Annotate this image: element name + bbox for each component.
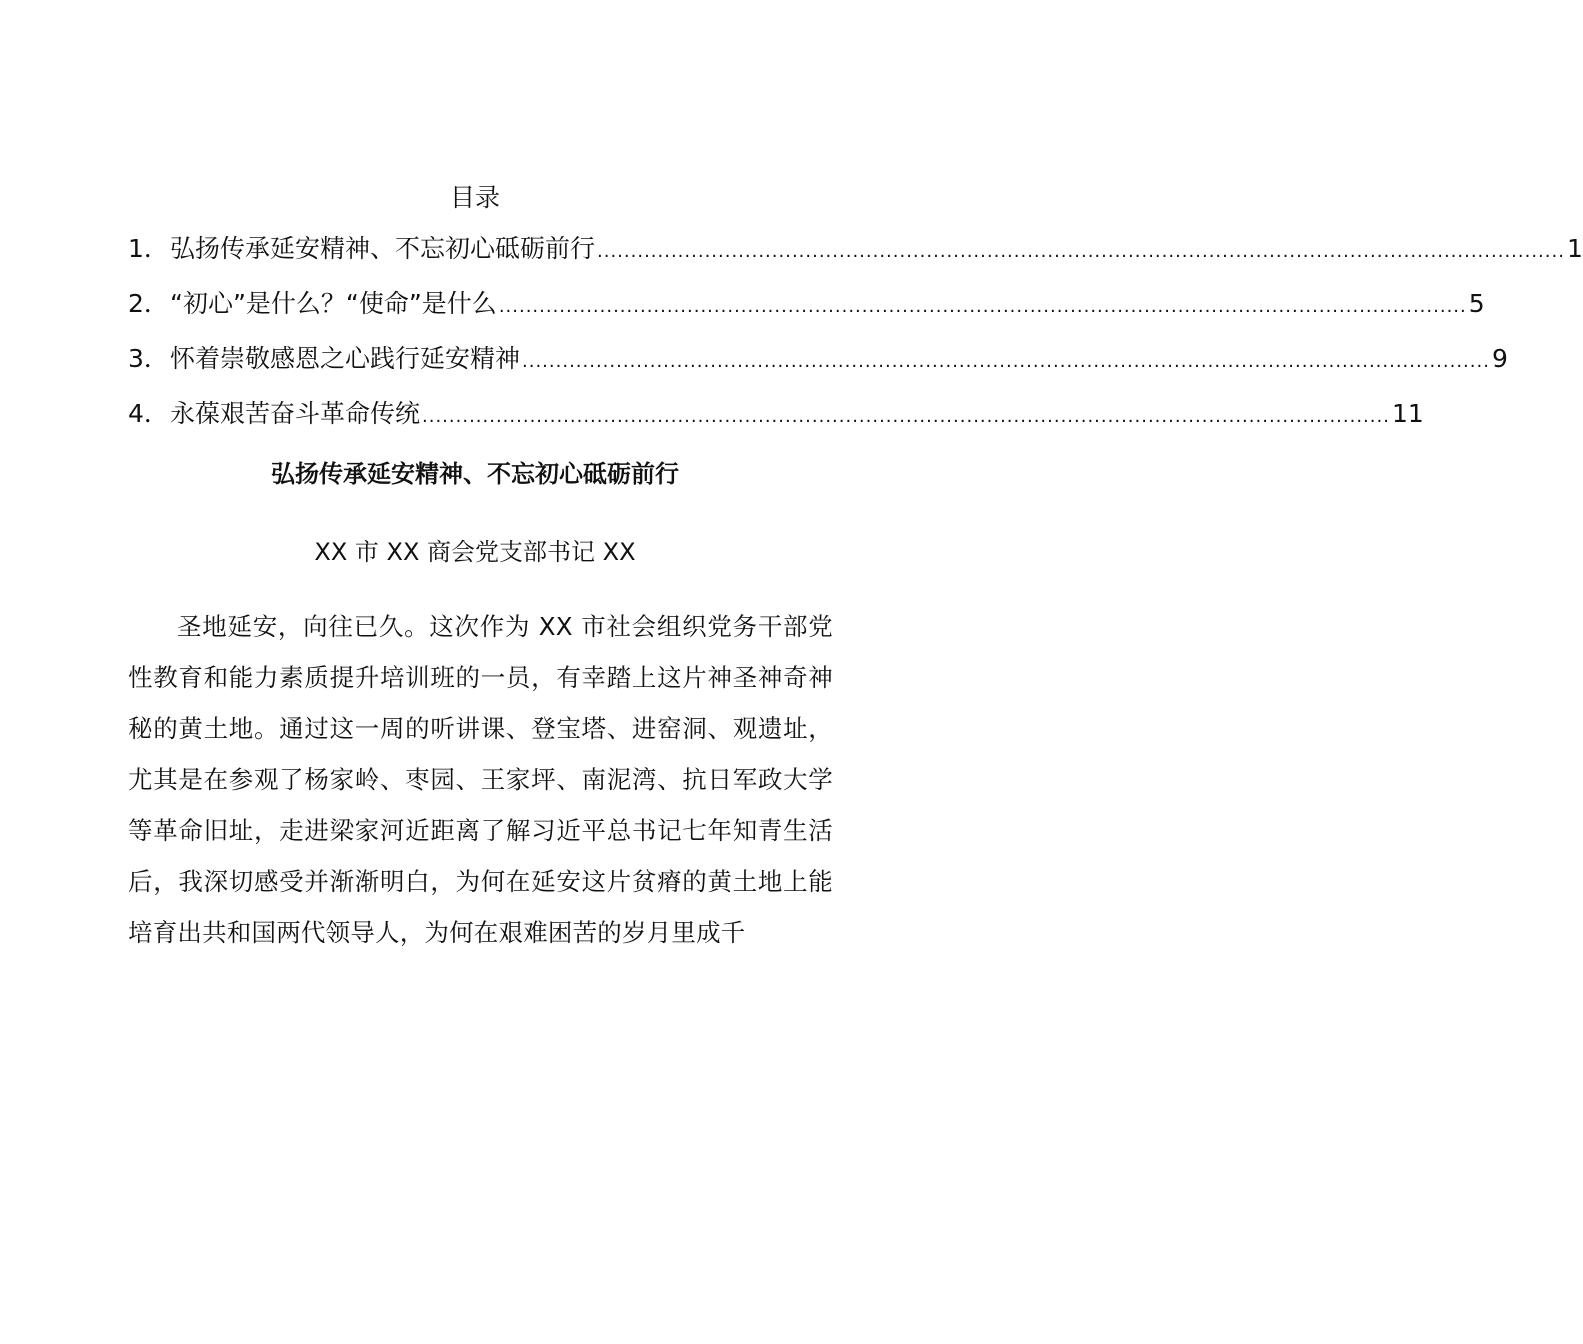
toc-item-text: 弘扬传承延安精神、不忘初心砥砺前行 — [170, 234, 596, 263]
toc-title: 目录 — [449, 183, 500, 212]
toc-item-page: 9 — [1491, 344, 1508, 373]
article-paragraph: 圣地延安，向往已久。这次作为 XX 市社会组织党务干部党性教育和能力素质提升培训班的一员，有幸踏上这片神圣神奇神秘的黄土地。通过这一周的听讲课、登宝塔、进窑洞、观遗址，尤其是在参观了杨家岭、枣园、王家坪、南泥湾、抗日军政大学等革命旧址，走进梁家河近距离了解习近平总书记七年知青生活后，我深切感受并渐渐明白，为何在延安这片贫瘠的黄土地上能培育出共和国两代领导人，为何在艰难困苦的岁月里成千 — [128, 612, 833, 947]
toc-item[interactable] — [128, 226, 1583, 281]
toc-item-text: 永葆艰苦奋斗革命传统 — [170, 399, 421, 428]
toc-item-page: 1 — [1566, 234, 1583, 263]
toc-item-number: 3． — [128, 344, 169, 373]
toc-item-text: 怀着崇敬感恩之心践行延安精神 — [170, 344, 521, 373]
toc-item-page: 11 — [1391, 399, 1424, 428]
toc-item-number: 4． — [128, 399, 169, 428]
toc-leader-dots: ................................................................................................................................................ — [597, 241, 1565, 262]
toc-leader-dots: ................................................................................................................................................ — [522, 351, 1490, 372]
toc-item[interactable] — [128, 281, 1485, 336]
article-author: XX 市 XX 商会党支部书记 XX — [314, 538, 636, 566]
article-title: 弘扬传承延安精神、不忘初心砥砺前行 — [271, 460, 679, 488]
toc-item[interactable] — [128, 391, 1424, 446]
table-of-contents — [128, 226, 1583, 446]
toc-item-number: 1． — [128, 234, 169, 263]
toc-item[interactable] — [128, 336, 1508, 391]
toc-leader-dots: ................................................................................................................................................ — [422, 406, 1390, 427]
toc-item-page: 5 — [1468, 289, 1485, 318]
toc-item-text: “初心”是什么？“使命”是什么 — [170, 289, 497, 318]
toc-leader-dots: ................................................................................................................................................ — [498, 296, 1467, 317]
toc-item-number: 2． — [128, 289, 169, 318]
